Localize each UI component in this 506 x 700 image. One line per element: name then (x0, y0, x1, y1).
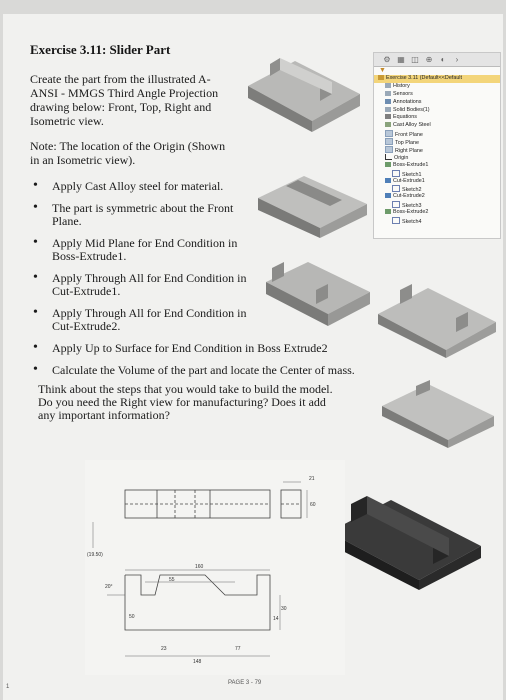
property-manager-icon[interactable]: ▦ (397, 55, 405, 64)
shaded-isometric-view (325, 492, 485, 592)
dim-19-50: (19.50) (87, 552, 103, 558)
tree-item[interactable] (374, 75, 500, 83)
tree-item-label: Sketch2 (402, 187, 422, 194)
tree-item[interactable] (374, 185, 500, 193)
plane-icon (385, 130, 393, 137)
page-number: 1 (6, 684, 10, 690)
dim-77: 77 (235, 646, 241, 652)
dim-30: 30 (281, 606, 287, 612)
tree-item-label: Cast Alloy Steel (393, 122, 431, 129)
dim-20-deg: 20° (105, 584, 113, 590)
tree-item-label: Origin (394, 154, 409, 161)
tree-item[interactable] (374, 193, 500, 201)
tree-item[interactable] (374, 122, 500, 130)
sketch-icon (392, 170, 400, 177)
isometric-view-5 (376, 378, 500, 450)
tree-item[interactable] (374, 91, 500, 99)
funnel-icon[interactable]: ▼ (379, 67, 386, 74)
instruction-item: • Apply Through All for End Condition in Cut-Extrude1. (30, 272, 257, 298)
dim-14: 14 (273, 616, 279, 622)
material-icon (385, 122, 391, 127)
tree-item-label: Front Plane (395, 132, 423, 139)
tree-rows (374, 75, 500, 225)
plane-icon (385, 146, 393, 153)
display-icon[interactable]: ◐ (440, 55, 446, 64)
tree-item-label: History (393, 82, 410, 89)
tree-item-label: Boss-Extrude1 (393, 161, 429, 168)
cut-icon (385, 178, 391, 183)
isometric-view-3 (258, 256, 378, 328)
tree-item-label: Right Plane (395, 148, 423, 155)
folder-icon (385, 83, 391, 88)
isometric-view-2 (252, 170, 372, 240)
tree-item[interactable] (374, 162, 500, 170)
cut-icon (385, 193, 391, 198)
instruction-item: • The part is symmetric about the Front Plane. (30, 202, 257, 228)
tree-item[interactable] (374, 178, 500, 186)
exercise-title: Exercise 3.11: Slider Part (30, 42, 171, 57)
sketch-icon (392, 217, 400, 224)
chevron-right-icon[interactable]: › (455, 55, 459, 64)
isometric-view-4 (372, 280, 502, 360)
tree-item-label: Boss-Extrude2 (393, 209, 429, 216)
instruction-item: • Calculate the Volume of the part and locate the Center of mass. (30, 364, 370, 377)
tree-item[interactable] (374, 217, 500, 225)
dim-xpert-icon[interactable]: ⊕ (425, 55, 433, 64)
dim-148: 148 (193, 659, 202, 665)
dim-160: 160 (195, 564, 204, 570)
configuration-icon[interactable]: ◫ (411, 55, 419, 64)
tree-item[interactable] (374, 99, 500, 107)
tree-item[interactable] (374, 201, 500, 209)
tree-item-label: Sketch3 (402, 203, 422, 210)
boss-icon (385, 209, 391, 214)
tree-item[interactable] (374, 154, 500, 162)
folder-icon (385, 91, 391, 96)
tree-item-label: Sketch4 (402, 219, 422, 226)
feature-manager-icon[interactable]: ⚙ (383, 55, 391, 64)
tree-item[interactable] (374, 146, 500, 154)
isometric-view-1 (240, 56, 365, 134)
exercise-intro: Create the part from the illustrated A-ANSI - MMGS Third Angle Projection drawing below: Front, Top, Right and Isometric view. (30, 72, 219, 128)
tree-item-label: Cut-Extrude2 (393, 193, 425, 200)
origin-icon (385, 154, 392, 160)
instruction-item: • Apply Cast Alloy steel for material. (30, 180, 370, 193)
sketch-icon (392, 185, 400, 192)
tree-item[interactable] (374, 83, 500, 91)
plane-icon (385, 138, 393, 145)
boss-icon (385, 162, 391, 167)
feature-manager-tree[interactable] (373, 52, 501, 239)
tree-item-label: Annotations (393, 98, 422, 105)
tree-item[interactable] (374, 130, 500, 138)
page-footer: PAGE 3 - 79 (228, 680, 262, 686)
instruction-item: • Apply Through All for End Condition in Cut-Extrude2. (30, 307, 257, 333)
part-icon (378, 75, 384, 80)
tree-item-label: Sensors (393, 90, 413, 97)
dim-55: 55 (169, 577, 175, 583)
sketch-icon (392, 201, 400, 208)
dim-60: 60 (310, 502, 316, 508)
instruction-item: • Apply Mid Plane for End Condition in Boss-Extrude1. (30, 237, 257, 263)
tree-tab-bar (374, 53, 500, 67)
tree-item-label: Sketch1 (402, 171, 422, 178)
tree-item-label: Top Plane (395, 140, 419, 147)
orthographic-drawing (85, 460, 345, 675)
tree-item-label: Exercise 3.11 (Default<<Default (386, 75, 463, 81)
tree-item[interactable] (374, 114, 500, 122)
dim-21: 21 (309, 476, 315, 482)
tree-item[interactable] (374, 107, 500, 115)
instruction-item: • Apply Up to Surface for End Condition in Boss Extrude2 (30, 342, 370, 355)
equation-icon (385, 114, 391, 119)
origin-note: Note: The location of the Origin (Shown in an Isometric view). (30, 139, 226, 167)
tree-item[interactable] (374, 209, 500, 217)
dim-50: 50 (129, 614, 135, 620)
tree-item-label: Equations (393, 114, 417, 121)
folder-icon (385, 107, 391, 112)
tree-item-label: Cut-Extrude1 (393, 177, 425, 184)
build-question: Think about the steps that you would take to build the model. Do you need the Right view for manufacturing? Does it add any important information? (38, 382, 333, 422)
dim-23: 23 (161, 646, 167, 652)
note-icon (385, 99, 391, 104)
tree-item[interactable] (374, 170, 500, 178)
tree-item-label: Solid Bodies(1) (393, 106, 430, 113)
tree-item[interactable] (374, 138, 500, 146)
